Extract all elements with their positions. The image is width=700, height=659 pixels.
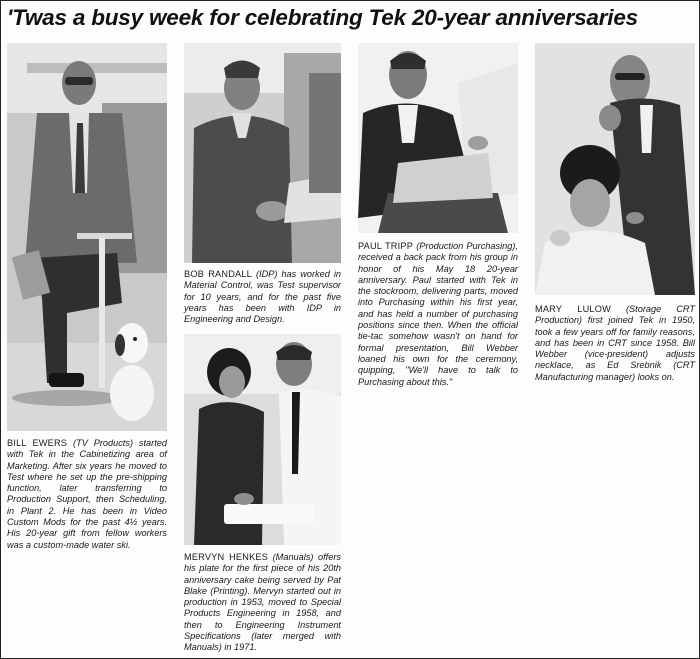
caption-name: BILL EWERS	[7, 438, 68, 448]
caption-text: (Storage CRT Production) first joined Tek in 1950, took a few years off for family reasons, and has been in CRT since 1958. Bill Webber (vice-president) adjusts necklace, as Ed Srebnik (CRT Manufacturing manager) looks on.	[535, 304, 695, 382]
caption-paul-tripp	[358, 241, 518, 388]
caption-name: MARY LULOW	[535, 304, 611, 314]
caption-text: (Manuals) offers his plate for the first piece of his 20th anniversary cake being served by Pat Blake (Printing). Mervyn started out in production in 1953, moved to Special Products Engineering in 1958, and then to Engineering Instrument Specifications (later merged with Manuals) in 1971.	[184, 552, 341, 653]
caption-bob-randall	[184, 269, 341, 325]
caption-name: PAUL TRIPP	[358, 241, 414, 251]
caption-bill-ewers	[7, 438, 167, 551]
caption-text: (TV Products) started with Tek in the Cabinetizing area of Marketing. After six years he moved to Test where he set up the pre-shipping function, later transferring to Production Support, then Scheduling, in Plant 2. He has been in Video Custom Mods for the past 4½ years. His 20-year gift from fellow workers was a custom-made water ski.	[7, 438, 167, 550]
photo-mary-lulow	[535, 43, 695, 295]
photo-mervyn-henkes	[184, 334, 341, 545]
photo-paul-tripp	[358, 43, 518, 233]
caption-text: (IDP) has worked in Material Control, was Test supervisor for 10 years, and for the past five years has been with IDP in Engineering and Design.	[184, 269, 341, 325]
photo-bob-randall	[184, 43, 341, 263]
photo-bill-ewers	[7, 43, 167, 431]
caption-mervyn-henkes	[184, 552, 341, 654]
caption-text: (Production Purchasing), received a back pack from his group in honor of his May 18 20-year anniversary. Paul started with Tek in the stockroom, delivering parts, moved into Purchasing within his first year, and has held a number of purchasing positions since then. When the official tie-tac somehow wasn't on hand for formal presentation, Bill Webber loaned his own for the ceremony, quipping, "We'll have to talk to Purchasing about this."	[358, 241, 518, 387]
caption-name: MERVYN HENKES	[184, 552, 269, 562]
caption-name: BOB RANDALL	[184, 269, 252, 279]
caption-mary-lulow	[535, 304, 695, 383]
headline: 'Twas a busy week for celebrating Tek 20-year anniversaries	[7, 5, 638, 30]
